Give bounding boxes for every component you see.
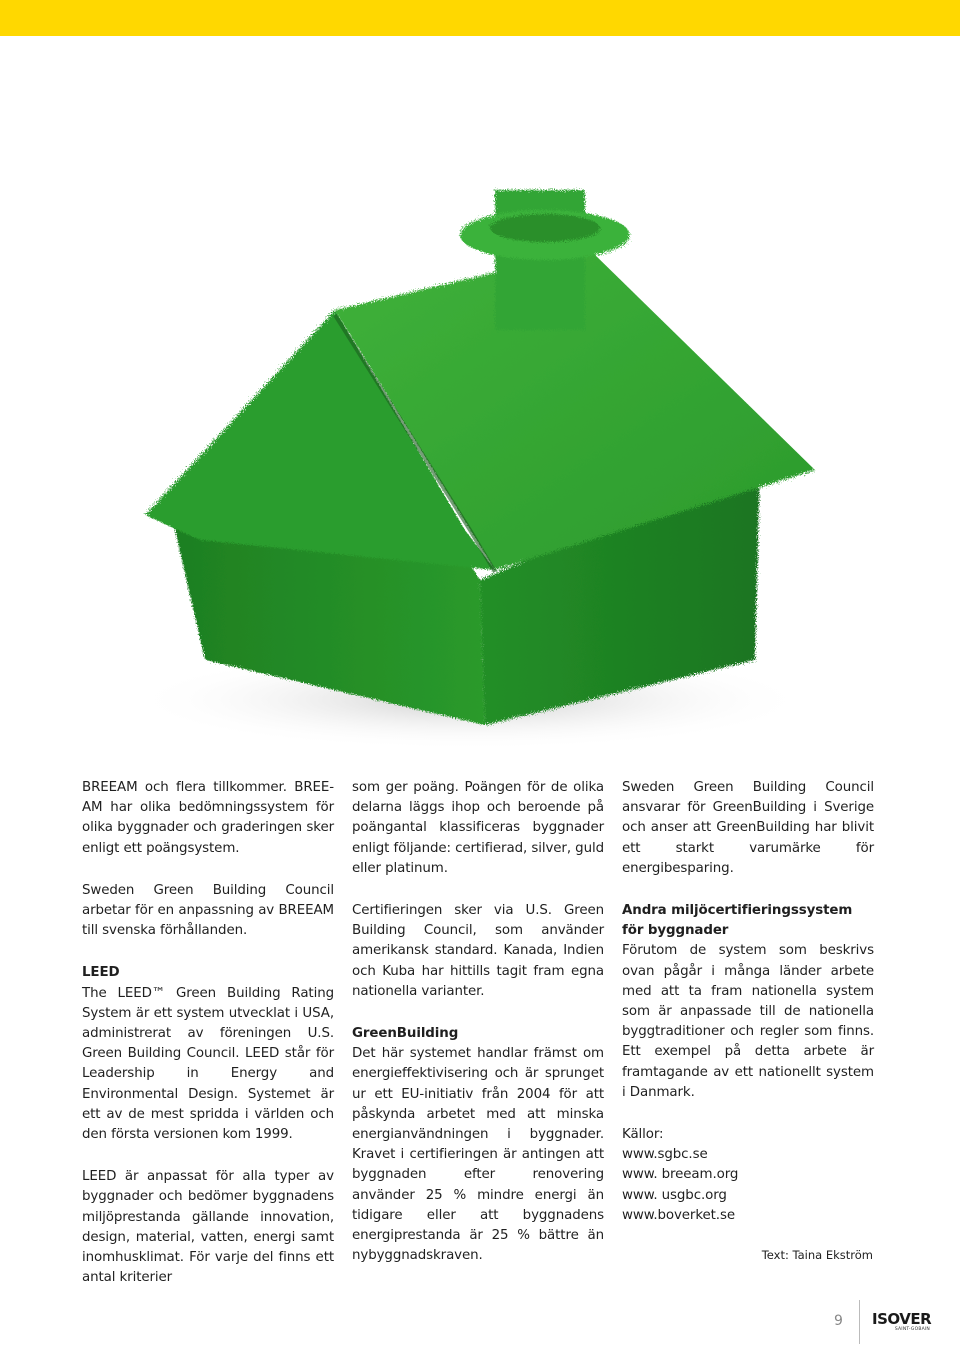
paragraph: BREEAM och flera tillkommer. BREE-AM har olika bedömningssystem för olika byggnader och graderingen sker enligt ett poängsystem. <box>82 780 334 856</box>
source-link[interactable]: www.sgbc.se <box>622 1147 708 1163</box>
grass-house-illustration <box>0 60 960 760</box>
paragraph: som ger poäng. Poängen för de olika delarna läggs ihop och beroende på poängantal klassificeras byggnader enligt följande: certifierad, silver, guld eller platinum. <box>352 780 604 876</box>
section-heading-greenbuilding: GreenBuilding <box>352 1026 459 1042</box>
text-column-1 <box>82 778 334 1310</box>
text-column-3 <box>622 778 874 1226</box>
page-number: 9 <box>834 1313 843 1329</box>
sources-label: Källor: <box>622 1127 664 1143</box>
footer-divider <box>859 1300 860 1344</box>
paragraph: The LEED™ Green Building Rating System är ett system utvecklat i USA, administrerat av föreningen U.S. Green Building Council. LEED står för Leadership in Energy and Environmental Design. Systemet är ett av de mest spridda i världen och den första versionen kom 1999. <box>82 985 334 1143</box>
paragraph: Det här systemet handlar främst om energieffektivisering och är sprunget ur ett EU-initiativ från 2004 för att påskynda arbetet med att minska energianvändningen i byggnader. Kravet i certifieringen är antingen att byggnaden efter renovering använder 25 % mindre energi än tidigare eller att byggnadens energiprestanda är 25 % bättre än nybyggnadskraven. <box>352 1046 604 1264</box>
section-heading-leed: LEED <box>82 965 120 981</box>
source-link[interactable]: www. breeam.org <box>622 1167 739 1183</box>
section-heading-other-systems: Andra miljöcertifieringssystem för byggnader <box>622 903 853 939</box>
paragraph: Sweden Green Building Council arbetar för en anpassning av BREEAM till svenska förhållanden. <box>82 882 334 939</box>
isover-logo <box>872 1311 934 1333</box>
paragraph: Förutom de system som beskrivs ovan pågår i många länder arbete med att ta fram nationella system som är anpassade till de nationella byggtraditioner och regler som finns. Ett exempel på detta arbete är framtagande av ett nationellt system i Danmark. <box>622 943 874 1100</box>
paragraph: LEED är anpassat för alla typer av byggnader och bedömer byggnadens miljöprestanda gällande innovation, design, material, vatten, energi samt inomhusklimat. För varje del finns ett antal kriterier <box>82 1169 334 1286</box>
text-column-2 <box>352 778 604 1288</box>
author-credit: Text: Taina Ekström <box>761 1248 873 1262</box>
top-yellow-bar <box>0 0 960 36</box>
logo-subtitle: SAINT-GOBAIN <box>894 1327 930 1332</box>
source-link[interactable]: www. usgbc.org <box>622 1187 727 1203</box>
sources-list <box>622 1125 874 1226</box>
logo-wordmark: ISOVER <box>872 1310 932 1328</box>
source-link[interactable]: www.boverket.se <box>622 1207 735 1223</box>
paragraph: Certifieringen sker via U.S. Green Building Council, som använder amerikansk standard. Kanada, Indien och Kuba har hittills tagit fram egna nationella varianter. <box>352 903 604 999</box>
paragraph: Sweden Green Building Council ansvarar för GreenBuilding i Sverige och anser att GreenBuilding har blivit ett starkt varumärke för energibesparing. <box>622 780 874 876</box>
